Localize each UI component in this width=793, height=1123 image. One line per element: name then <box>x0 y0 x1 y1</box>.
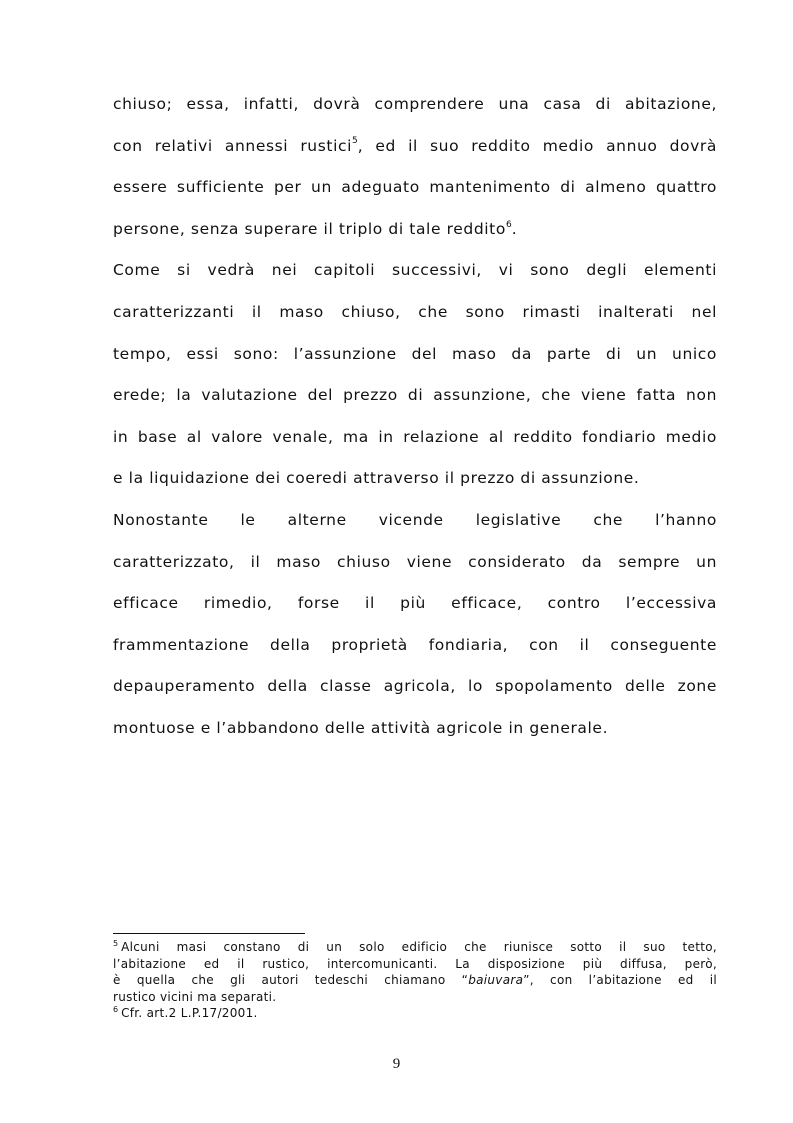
footnote-number: 6 <box>113 1005 119 1014</box>
footnote-5-line: rustico vicini ma separati. <box>113 989 277 1004</box>
footnote-5-line: l’abitazione ed il rustico, intercomunicanti. La disposizione più diffusa, però, <box>113 956 717 971</box>
footnote-number: 5 <box>113 939 119 948</box>
text-line: Come si vedrà nei capitoli successivi, vi sono degli elementi <box>113 261 717 280</box>
page-number: 9 <box>392 1056 401 1072</box>
text-line: erede; la valutazione del prezzo di assunzione, che viene fatta non <box>113 386 717 405</box>
footnote-5-line <box>113 972 717 989</box>
text-line <box>113 219 717 261</box>
text-line: essere sufficiente per un adeguato mantenimento di almeno quattro <box>113 178 717 197</box>
text-line <box>113 136 717 178</box>
footnote-text: Alcuni masi constano di un solo edificio che riunisce sotto il suo tetto, <box>121 940 717 954</box>
footnote-text: Cfr. art.2 L.P.17/2001. <box>121 1006 258 1020</box>
text-line: efficace rimedio, forse il più efficace, contro l’eccessiva <box>113 594 717 613</box>
footnotes <box>113 939 717 1022</box>
text-line: frammentazione della proprietà fondiaria, con il conseguente <box>113 635 717 654</box>
text-line: in base al valore venale, ma in relazione al reddito fondiario medio <box>113 427 717 446</box>
text-line: chiuso; essa, infatti, dovrà comprendere una casa di abitazione, <box>113 95 717 113</box>
text-line: montuose e l’abbandono delle attività agricole in generale. <box>113 718 609 737</box>
text-fragment: con relativi annessi rustici <box>113 136 353 155</box>
text-line: depauperamento della classe agricola, lo spopolamento delle zone <box>113 677 717 696</box>
text-line: Nonostante le alterne vicende legislative che l’hanno <box>113 510 717 529</box>
footnote-ref-6[interactable]: 6 <box>505 219 512 230</box>
footnote-separator <box>113 933 305 934</box>
text-line: caratterizzato, il maso chiuso viene considerato da sempre un <box>113 552 717 571</box>
footnote-text: è quella che gli autori tedeschi chiamano “ <box>113 973 469 987</box>
footnote-italic-term: baiuvara <box>468 973 524 987</box>
footnote-text: ”, con l’abitazione ed il <box>523 973 717 987</box>
text-line: e la liquidazione dei coeredi attraverso il prezzo di assunzione. <box>113 469 640 488</box>
text-line: caratterizzanti il maso chiuso, che sono rimasti inalterati nel <box>113 302 717 321</box>
footnote-ref-5[interactable]: 5 <box>352 136 358 147</box>
text-fragment: persone, senza superare il triplo di tale reddito <box>113 219 506 238</box>
footnote-5-line <box>113 939 717 956</box>
text-line: tempo, essi sono: l’assunzione del maso da parte di un unico <box>113 344 717 363</box>
body-text <box>113 94 717 760</box>
text-fragment: , ed il suo reddito medio annuo dovrà <box>357 136 717 155</box>
footnote-6-line <box>113 1005 717 1022</box>
text-fragment: . <box>511 219 518 238</box>
